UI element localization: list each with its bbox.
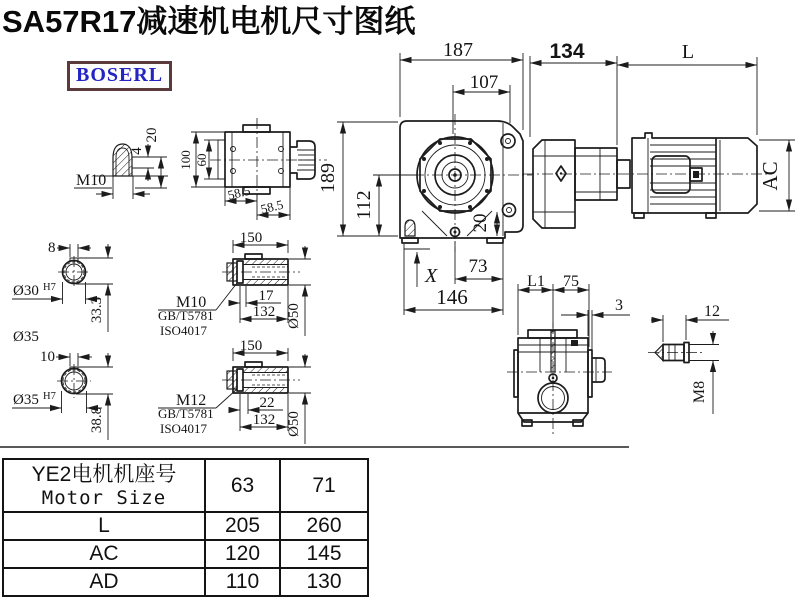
dim-bore30-8: 8 <box>48 240 56 256</box>
bore-35-section-drawing <box>12 349 113 440</box>
dim-topview-58-5-b: 58.5 <box>259 196 285 217</box>
value-L-71: 260 <box>280 512 368 540</box>
dim-plug-4: 4 <box>129 147 145 155</box>
dim-frontview-187: 187 <box>443 39 473 61</box>
dim-bolt-12: 12 <box>704 303 720 320</box>
table-header-row <box>3 459 368 512</box>
hollow-shaft-m12-drawing <box>158 338 311 444</box>
dim-hollow2-22: 22 <box>259 395 275 411</box>
table-row-AC <box>3 540 368 568</box>
gearbox-output-side-view-drawing <box>507 273 630 434</box>
dim-motor-134: 134 <box>549 40 585 63</box>
header-en-label: Motor Size <box>41 487 167 509</box>
dim-motor-AC: AC <box>758 161 782 191</box>
dim-frontview-73: 73 <box>468 256 488 277</box>
m10-plug-detail-drawing <box>74 128 168 200</box>
value-AC-63: 120 <box>205 540 280 568</box>
table-row-L <box>3 512 368 540</box>
gearbox-front-view-drawing <box>317 39 532 315</box>
dim-sideview-L1: L1 <box>527 273 545 290</box>
header-size-63: 63 <box>205 459 280 512</box>
dim-sideview-3: 3 <box>615 297 623 314</box>
dim-hollow1-150: 150 <box>239 230 263 246</box>
header-motor-size-cell <box>3 459 205 512</box>
value-AD-63: 110 <box>205 568 280 596</box>
label-bore35-tol: H7 <box>43 391 56 402</box>
row-label-L: L <box>3 512 205 540</box>
row-label-AC: AC <box>3 540 205 568</box>
motor-side-view-drawing <box>523 40 795 228</box>
dim-topview-60: 60 <box>194 153 209 167</box>
page-title: SA57R17减速机电机尺寸图纸 <box>2 4 416 39</box>
label-hollow1-std2: ISO4017 <box>160 323 207 338</box>
motor-size-table-wrap <box>2 458 369 597</box>
header-size-71: 71 <box>280 459 368 512</box>
dim-hollow1-132: 132 <box>252 304 276 320</box>
label-bore30-tol: H7 <box>43 282 56 293</box>
label-hollow1-std1: GB/T5781 <box>158 308 214 323</box>
dim-bolt-m8: M8 <box>691 380 708 404</box>
label-hollow2-std1: GB/T5781 <box>158 406 214 421</box>
value-AD-71: 130 <box>280 568 368 596</box>
dim-hollow2-dia50: Ø50 <box>286 411 302 437</box>
label-bore35-caption: Ø35 <box>13 329 39 345</box>
dim-hollow1-17: 17 <box>258 288 274 304</box>
dim-plug-20: 20 <box>144 127 160 143</box>
gearbox-top-view-drawing <box>178 118 327 220</box>
dim-hollow2-132: 132 <box>252 412 276 428</box>
hollow-shaft-m10-drawing <box>158 230 311 338</box>
dim-hollow2-150: 150 <box>239 338 263 354</box>
label-hollow1-thread: M10 <box>176 294 207 311</box>
m8-bolt-detail-drawing <box>648 303 729 414</box>
label-bore30-dia: Ø30 <box>13 283 39 299</box>
label-plug-m10: M10 <box>76 172 107 189</box>
dim-topview-100: 100 <box>178 150 193 170</box>
bore-30-section-drawing <box>12 240 113 345</box>
dim-frontview-107: 107 <box>469 72 499 93</box>
dim-hollow1-dia50: Ø50 <box>286 303 302 329</box>
row-label-AD: AD <box>3 568 205 596</box>
dim-frontview-112: 112 <box>353 190 375 220</box>
value-AC-71: 145 <box>280 540 368 568</box>
label-hollow2-thread: M12 <box>176 392 207 409</box>
label-hollow2-std2: ISO4017 <box>160 421 207 436</box>
value-L-63: 205 <box>205 512 280 540</box>
dim-bore35-10: 10 <box>40 349 55 365</box>
dim-frontview-20: 20 <box>470 213 491 233</box>
dim-sideview-75: 75 <box>563 273 579 290</box>
boserl-logo: BOSERL <box>67 61 172 91</box>
header-cn-label: YE2电机机座号 <box>31 463 177 486</box>
dim-frontview-189: 189 <box>317 163 339 193</box>
dim-motor-L: L <box>681 41 695 63</box>
dim-frontview-146: 146 <box>436 285 468 309</box>
dim-topview-58-5-a: 58.5 <box>226 182 252 203</box>
table-row-AD <box>3 568 368 596</box>
label-mounting-x: X <box>425 265 438 287</box>
label-bore35-dia: Ø35 <box>13 392 39 408</box>
motor-size-table <box>2 458 369 597</box>
dim-bore35-38-8: 38.8 <box>89 406 105 434</box>
dim-bore30-33-3: 33.3 <box>89 296 105 324</box>
